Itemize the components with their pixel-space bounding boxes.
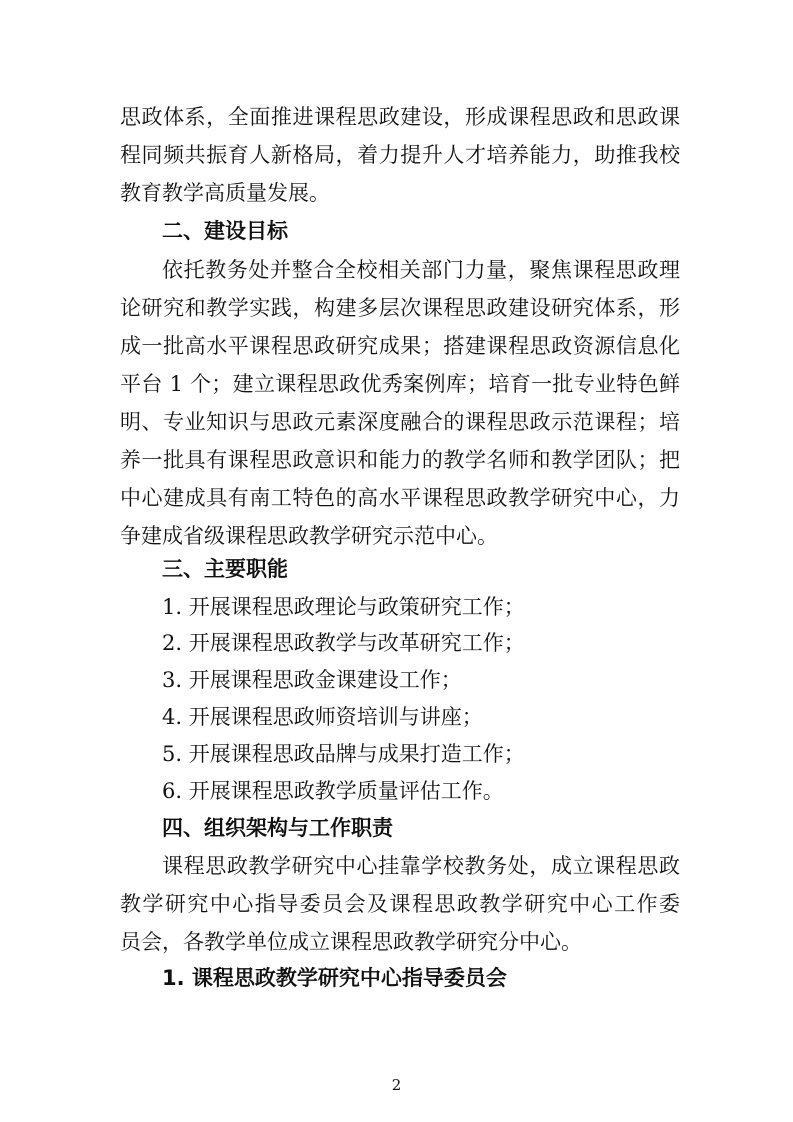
section-heading-organization: 四、组织架构与工作职责	[162, 816, 393, 840]
intro-line-2: 程同频共振育人新格局，着力提升人才培养能力，助推我校	[120, 143, 680, 167]
organization-line-1: 课程思政教学研究中心挂靠学校教务处，成立课程思政	[162, 854, 680, 878]
organization-line-2: 教学研究中心指导委员会及课程思政教学研究中心工作委	[120, 892, 680, 916]
function-item-3: 3. 开展课程思政金课建设工作；	[162, 668, 462, 692]
goals-line-1: 依托教务处并整合全校相关部门力量，聚焦课程思政理	[162, 258, 680, 282]
function-item-4: 4. 开展课程思政师资培训与讲座；	[162, 705, 483, 729]
goals-line-3: 成一批高水平课程思政研究成果；搭建课程思政资源信息化	[120, 334, 680, 358]
section-heading-goals: 二、建设目标	[162, 219, 288, 243]
function-item-2: 2. 开展课程思政教学与改革研究工作；	[162, 631, 525, 655]
intro-line-3: 教育教学高质量发展。	[120, 181, 330, 205]
page-number: 2	[391, 1076, 402, 1094]
goals-line-4: 平台 1 个；建立课程思政优秀案例库；培育一批专业特色鲜	[120, 372, 680, 396]
goals-line-2: 论研究和教学实践，构建多层次课程思政建设研究体系，形	[120, 296, 680, 320]
goals-line-8: 争建成省级课程思政教学研究示范中心。	[120, 524, 498, 548]
goals-line-6: 养一批具有课程思政意识和能力的教学名师和教学团队；把	[120, 448, 680, 472]
section-heading-functions: 三、主要职能	[162, 557, 288, 581]
subheading-guidance-committee: 1. 课程思政教学研究中心指导委员会	[162, 966, 507, 990]
organization-line-3: 员会，各教学单位成立课程思政教学研究分中心。	[120, 930, 582, 954]
goals-line-7: 中心建成具有南工特色的高水平课程思政教学研究中心，力	[120, 486, 680, 510]
function-item-1: 1. 开展课程思政理论与政策研究工作；	[162, 595, 525, 619]
goals-line-5: 明、专业知识与思政元素深度融合的课程思政示范课程；培	[120, 410, 680, 434]
function-item-5: 5. 开展课程思政品牌与成果打造工作；	[162, 742, 525, 766]
function-item-6: 6. 开展课程思政教学质量评估工作。	[162, 779, 504, 803]
intro-line-1: 思政体系，全面推进课程思政建设，形成课程思政和思政课	[120, 105, 680, 129]
